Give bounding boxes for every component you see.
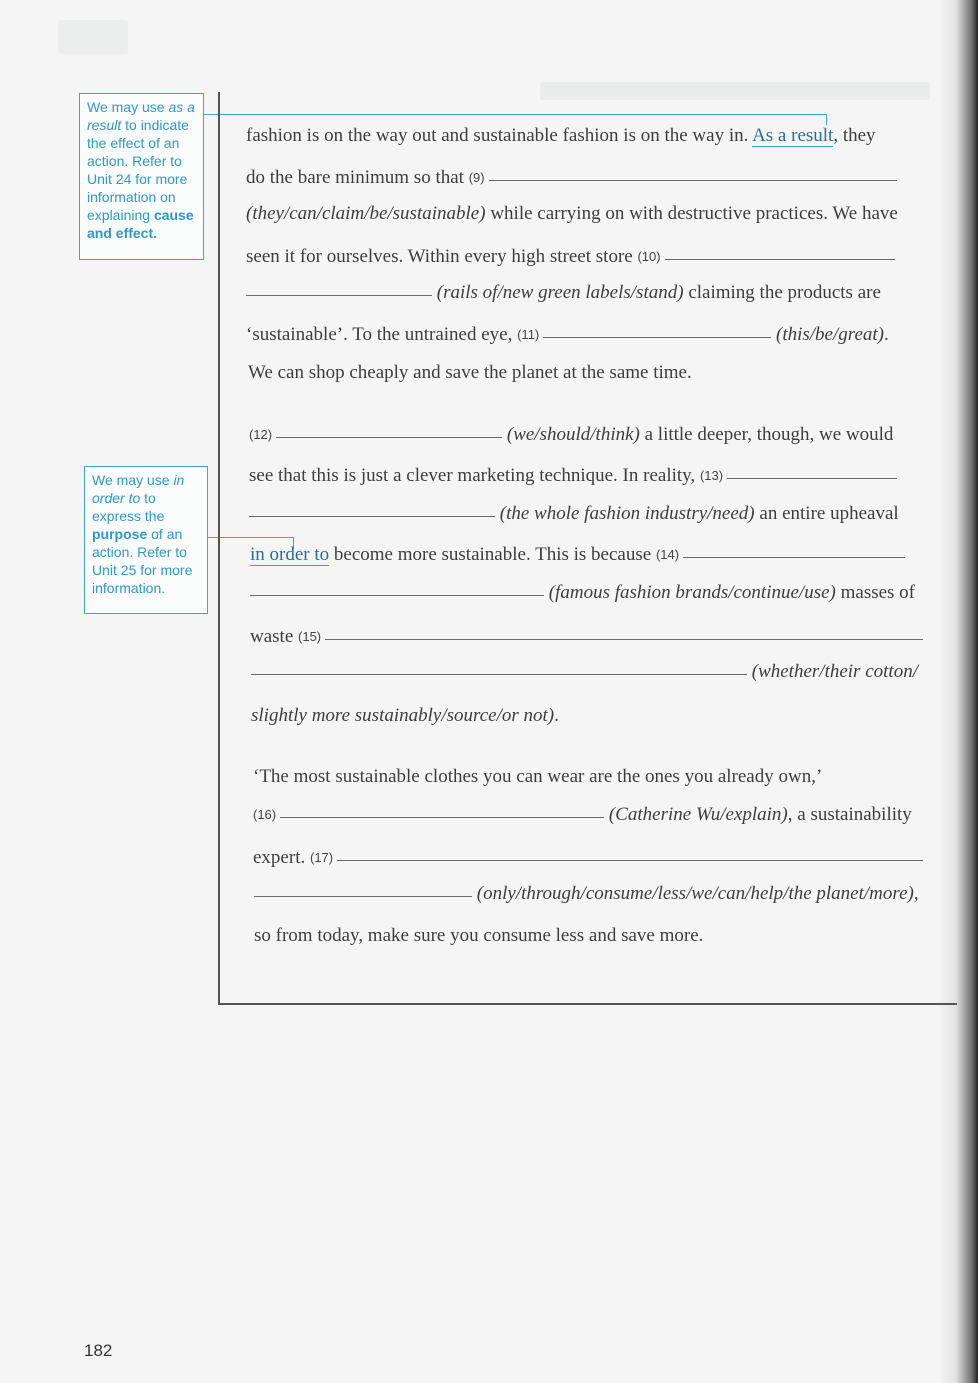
highlight-as-a-result: As a result (752, 125, 834, 146)
answer-blank-10-cont[interactable] (246, 294, 432, 296)
note-text: of an action. Refer to Unit 25 for more information. (92, 526, 193, 596)
answer-blank-10[interactable] (665, 258, 895, 260)
prompt-words: (we/should/think) (506, 424, 640, 445)
passage-line: fashion is on the way out and sustainable fashion is on the way in. As a result, they (246, 125, 876, 146)
note-text: We may use (92, 472, 174, 488)
passage-line: ‘The most sustainable clothes you can wear are the ones you already own,’ (253, 766, 823, 787)
passage-line: We can shop cheaply and save the planet at the same time. (248, 362, 692, 383)
answer-blank-17[interactable] (337, 859, 923, 861)
note-text: . (153, 225, 158, 241)
prompt-words: (famous fashion brands/continue/use) (548, 582, 836, 603)
passage-line: (famous fashion brands/continue/use) masses of (250, 581, 915, 605)
prompt-words: (only/through/consume/less/we/can/help/the planet/more) (476, 883, 914, 904)
passage-line: see that this is just a clever marketing technique. In reality, (13) (249, 464, 897, 488)
answer-blank-9[interactable] (489, 179, 897, 181)
answer-blank-11[interactable] (543, 336, 771, 338)
margin-note-as-a-result (79, 93, 204, 260)
passage-line: so from today, make sure you consume less and save more. (254, 925, 704, 946)
prompt-words: slightly more sustainably/source/or not) (251, 705, 555, 726)
passage-line: (they/can/claim/be/sustainable) while carrying on with destructive practices. We have (246, 203, 898, 224)
answer-blank-15[interactable] (325, 638, 923, 640)
question-number: (13) (699, 468, 724, 483)
note-text: to express the (92, 490, 165, 524)
prompt-words: (the whole fashion industry/need) (499, 503, 755, 524)
page-number: 182 (84, 1341, 113, 1360)
answer-blank-17-cont[interactable] (254, 895, 472, 897)
answer-blank-14-cont[interactable] (250, 594, 544, 596)
question-number: (16) (253, 807, 277, 822)
question-number: (9) (468, 170, 485, 185)
prompt-words: (Catherine Wu/explain) (608, 804, 788, 825)
answer-blank-12[interactable] (276, 436, 502, 438)
margin-note-in-order-to (84, 466, 208, 614)
passage-line: (12) (we/should/think) a little deeper, though, we would (249, 424, 894, 445)
highlight-in-order-to: in order to (250, 544, 330, 565)
passage-line: (rails of/new green labels/stand) claiming the products are (246, 281, 881, 305)
note-emphasis: in order to (92, 472, 185, 506)
passage-line: ‘sustainable’. To the untrained eye, (11) (this/be/great). (246, 324, 889, 345)
faded-unit-label (58, 20, 128, 54)
answer-blank-16[interactable] (280, 816, 604, 818)
question-number: (10) (637, 249, 661, 264)
answer-blank-15-cont[interactable] (251, 673, 747, 675)
passage-line: do the bare minimum so that (9) (246, 166, 897, 190)
passage-line: in order to become more sustainable. This is because (14) (250, 543, 905, 567)
passage-line (251, 660, 918, 684)
note-emphasis: as a result (87, 99, 195, 133)
passage-line: (only/through/consume/less/we/can/help/the planet/more), (254, 882, 919, 906)
passage-line: (16) (Catherine Wu/explain), a sustainability (253, 804, 912, 825)
prompt-words: (rails of/new green labels/stand) (436, 282, 684, 303)
passage-line: seen it for ourselves. Within every high street store (10) (246, 245, 895, 269)
passage-line: waste (15) (250, 625, 923, 649)
note-keyword: purpose (92, 526, 148, 542)
passage-line: (the whole fashion industry/need) an entire upheaval (249, 502, 899, 526)
prompt-words: (whether/their cotton/ (751, 661, 918, 682)
passage-line: expert. (17) (253, 846, 923, 870)
prompt-words: (they/can/claim/be/sustainable) (246, 203, 486, 224)
answer-blank-13-cont[interactable] (249, 515, 495, 517)
answer-blank-13[interactable] (727, 477, 897, 479)
question-number: (17) (309, 850, 334, 865)
note-text: to indicate the effect of an action. Refer to Unit 24 for more information on explaining (87, 117, 189, 223)
answer-blank-14[interactable] (683, 556, 905, 558)
note-keyword: cause and effect (87, 207, 194, 241)
passage-line: slightly more sustainably/source/or not). (251, 705, 559, 726)
question-number: (15) (298, 629, 322, 644)
prompt-words: (this/be/great) (776, 324, 884, 345)
question-number: (14) (655, 547, 680, 562)
note-text: We may use (87, 99, 169, 115)
question-number: (12) (249, 427, 273, 442)
question-number: (11) (517, 327, 540, 342)
